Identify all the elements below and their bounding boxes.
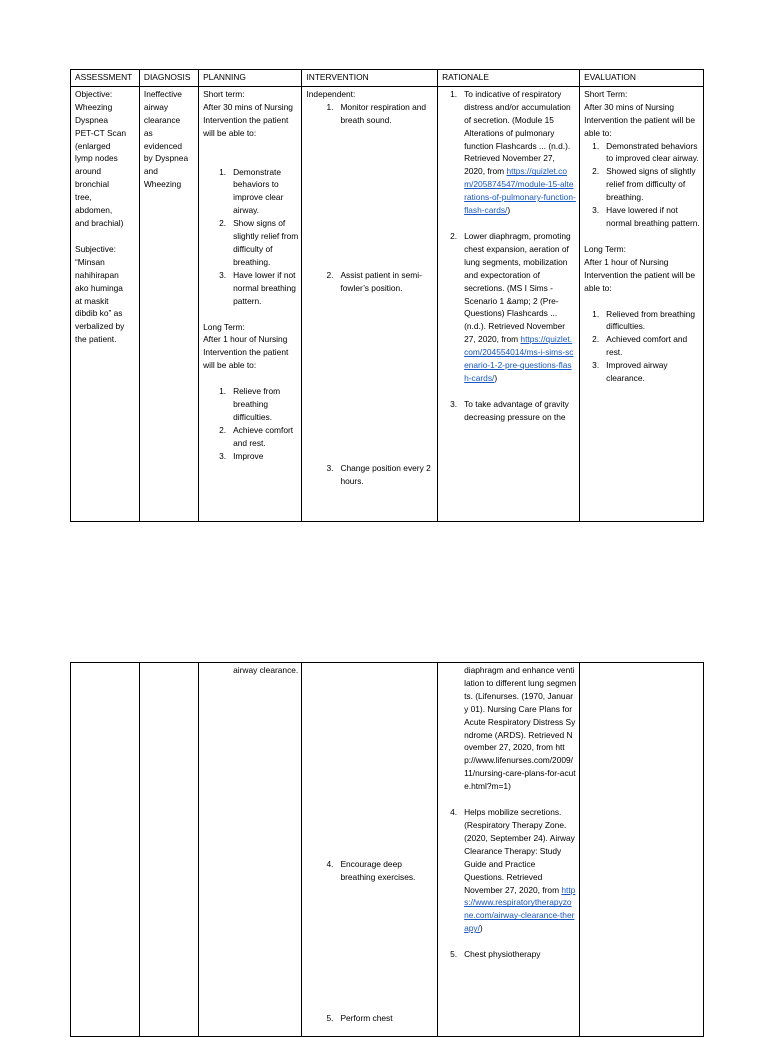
objective-line: PET-CT Scan <box>75 127 127 138</box>
subjective-line: the patient. <box>75 334 117 345</box>
header-diagnosis: DIAGNOSIS <box>139 70 198 87</box>
assessment-cell <box>71 86 140 521</box>
subjective-line: at maskit <box>75 295 109 306</box>
subjective-line: verbalized by <box>75 321 125 332</box>
evaluation-long-term-label: Long Term: <box>584 243 626 254</box>
planning-long-item: 3. Improve <box>219 450 264 461</box>
objective-line: lymp nodes <box>75 153 118 164</box>
planning-short-item: 2. Show signs of slightly relief from difficulty of breathing. <box>219 218 299 267</box>
objective-line: Dyspnea <box>75 114 109 125</box>
evaluation-long-item: 2. Achieved comfort and rest. <box>592 334 688 358</box>
reference-link[interactable]: https://www.respiratorytherapyzone.com/airway-clearance-therapy/ <box>464 884 576 934</box>
evaluation-short-item: 3. Have lowered if not normal breathing pattern. <box>592 205 700 228</box>
objective-line: tree, <box>75 192 92 203</box>
planning-long-item: 1. Relieve from breathing difficulties. <box>219 386 281 422</box>
rationale-continued: diaphragm and enhance ventilation to different lung segments. (Lifenurses. (1970, January 01). Nursing Care Plans for Acute Respiratory Distress Syndrome (ARDS). Retrieved November 27, 2020, from http://www.lifenurses.com/2009/11/nursing-care-plans-for-acute.html?m=1) <box>464 665 577 792</box>
diagnosis-line: and <box>143 166 158 177</box>
header-intervention: INTERVENTION <box>302 70 438 87</box>
planning-short-term-label: Short term: <box>203 88 245 99</box>
rationale-item: 5. Chest physiotherapy <box>442 948 576 961</box>
intervention-cell <box>302 86 438 521</box>
intervention-independent-label: Independent: <box>306 88 356 99</box>
planning-cell <box>199 86 302 521</box>
subjective-line: dibdib ko” as <box>75 308 123 319</box>
rationale-text: To take advantage of gravity decreasing pressure on the <box>464 398 569 422</box>
rationale-text: To indicative of respiratory distress and/or accumulation of secretion. (Module 15 Alterations of pulmonary function Flashcards ... (n.d.). Retrieved November 27, 2020, from <box>464 88 571 177</box>
diagnosis-line: Wheezing <box>143 179 182 190</box>
intervention-item: 1. Monitor respiration and breath sound. <box>326 101 427 125</box>
evaluation-short-term-label: Short Term: <box>584 88 628 99</box>
evaluation-cell <box>580 86 704 521</box>
planning-long-term-label: Long Term: <box>203 321 245 332</box>
diagnosis-line: Ineffective <box>143 88 182 99</box>
planning-long-item: 2. Achieve comfort and rest. <box>219 424 294 448</box>
objective-line: (enlarged <box>75 140 111 151</box>
objective-line: around <box>75 166 102 177</box>
rationale-item: 4. Helps mobilize secretions. (Respiratory Therapy Zone. (2020, September 24). Airway Clearance Therapy: Study Guide and Practice Questions. Retrieved November 27, 2020, from https://www.respiratorytherapyzone.com/airway-clearance-therapy/) <box>450 807 576 934</box>
planning-continued: airway clearance. <box>233 665 299 675</box>
objective-line: Wheezing <box>75 101 113 112</box>
intervention-item: 4. Encourage deep breathing exercises. <box>326 859 416 882</box>
rationale-text: Lower diaphragm, promoting chest expansion, aeration of lung segments, mobilization and expectoration of secretions. (MS I Sims - Scenario 1 &amp; 2 (Pre-Questions) Flashcards ... (n.d.). Retrieved November 27, 2020, from <box>464 230 571 345</box>
table-header-row <box>71 70 704 87</box>
evaluation-long-item: 1. Relieved from breathing difficulties. <box>592 308 696 332</box>
planning-short-item: 1. Demonstrate behaviors to improve clear airway. <box>219 166 284 216</box>
rationale-cell <box>438 663 580 1037</box>
subjective-label: Subjective: <box>75 243 116 254</box>
subjective-line: nahihirapan <box>75 269 119 280</box>
evaluation-short-item: 1. Demonstrated behaviors to improved clear airway. <box>592 140 699 164</box>
reference-link[interactable]: https://quizlet.com/204554014/ms-i-sims-scenario-1-2-pre-questions-flash-cards/ <box>464 334 574 383</box>
subjective-line: ako huminga <box>75 282 123 293</box>
rationale-item: 1. To indicative of respiratory distress and/or accumulation of secretion. (Module 15 Alterations of pulmonary function Flashcards ... (n.d.). Retrieved November 27, 2020, from https://quizlet.com/205874547/module-15-alterations-of-pulmonary-function-flash-cards/) <box>450 88 576 216</box>
rationale-item: 3. To take advantage of gravity decreasing pressure on the <box>442 398 576 424</box>
table-body-row <box>71 663 704 1037</box>
diagnosis-cell <box>139 663 198 1037</box>
diagnosis-cell <box>139 86 198 521</box>
evaluation-cell <box>580 663 704 1037</box>
intervention-item: 5. Perform chest <box>326 1012 393 1023</box>
rationale-text: Helps mobilize secretions. (Respiratory Therapy Zone. (2020, September 24). Airway Clearance Therapy: Study Guide and Practice Questions. Retrieved November 27, 2020, from <box>464 807 575 895</box>
evaluation-short-term-intro: After 30 mins of Nursing Intervention the patient will be able to: <box>584 101 695 138</box>
header-planning: PLANNING <box>199 70 302 87</box>
diagnosis-line: airway <box>143 101 169 112</box>
objective-line: and brachial) <box>75 217 124 228</box>
header-rationale: RATIONALE <box>438 70 580 87</box>
objective-line: abdomen, <box>75 205 113 216</box>
rationale-item: 2. Lower diaphragm, promoting chest expansion, aeration of lung segments, mobilization and expectoration of secretions. (MS I Sims - Scenario 1 &amp; 2 (Pre-Questions) Flashcards ... (n.d.). Retrieved November 27, 2020, from https://quizlet.com/204554014/ms-i-sims-scenario-1-2-pre-questions-flash-cards/) <box>450 230 574 383</box>
rationale-text: Chest physiotherapy <box>464 949 541 960</box>
evaluation-long-term-intro: After 1 hour of Nursing Intervention the patient will be able to: <box>584 256 695 293</box>
diagnosis-line: evidenced <box>143 140 183 151</box>
diagnosis-line: by Dyspnea <box>143 153 189 164</box>
diagnosis-line: clearance <box>143 114 181 125</box>
care-plan-table-page-2 <box>70 662 704 1037</box>
evaluation-short-item: 2. Showed signs of slightly relief from difficulty of breathing. <box>592 166 696 203</box>
header-assessment: ASSESSMENT <box>71 70 140 87</box>
header-evaluation: EVALUATION <box>580 70 704 87</box>
diagnosis-line: as <box>143 127 153 138</box>
objective-label: Objective: <box>75 88 113 99</box>
intervention-item: 2. Assist patient in semi- fowler’s position. <box>326 269 422 293</box>
objective-line: bronchial <box>75 179 109 190</box>
care-plan-table-page-1 <box>70 69 704 522</box>
intervention-item: 3. Change position every 2 hours. <box>326 463 431 487</box>
assessment-cell <box>71 663 140 1037</box>
planning-short-item: 3. Have lower if not normal breathing pattern. <box>219 269 296 306</box>
planning-cell <box>199 663 302 1037</box>
rationale-cell <box>438 86 580 521</box>
intervention-cell <box>302 663 438 1037</box>
table-body-row <box>71 86 704 521</box>
planning-long-term-intro: After 1 hour of Nursing Intervention the patient will be able to: <box>203 334 289 371</box>
reference-link[interactable]: https://quizlet.com/205874547/module-15-alterations-of-pulmonary-function-flash-cards/ <box>464 166 576 216</box>
subjective-line: “Minsan <box>75 256 105 267</box>
evaluation-long-item: 3. Improved airway clearance. <box>592 360 668 384</box>
planning-short-term-intro: After 30 mins of Nursing Intervention the patient will be able to: <box>203 101 293 138</box>
